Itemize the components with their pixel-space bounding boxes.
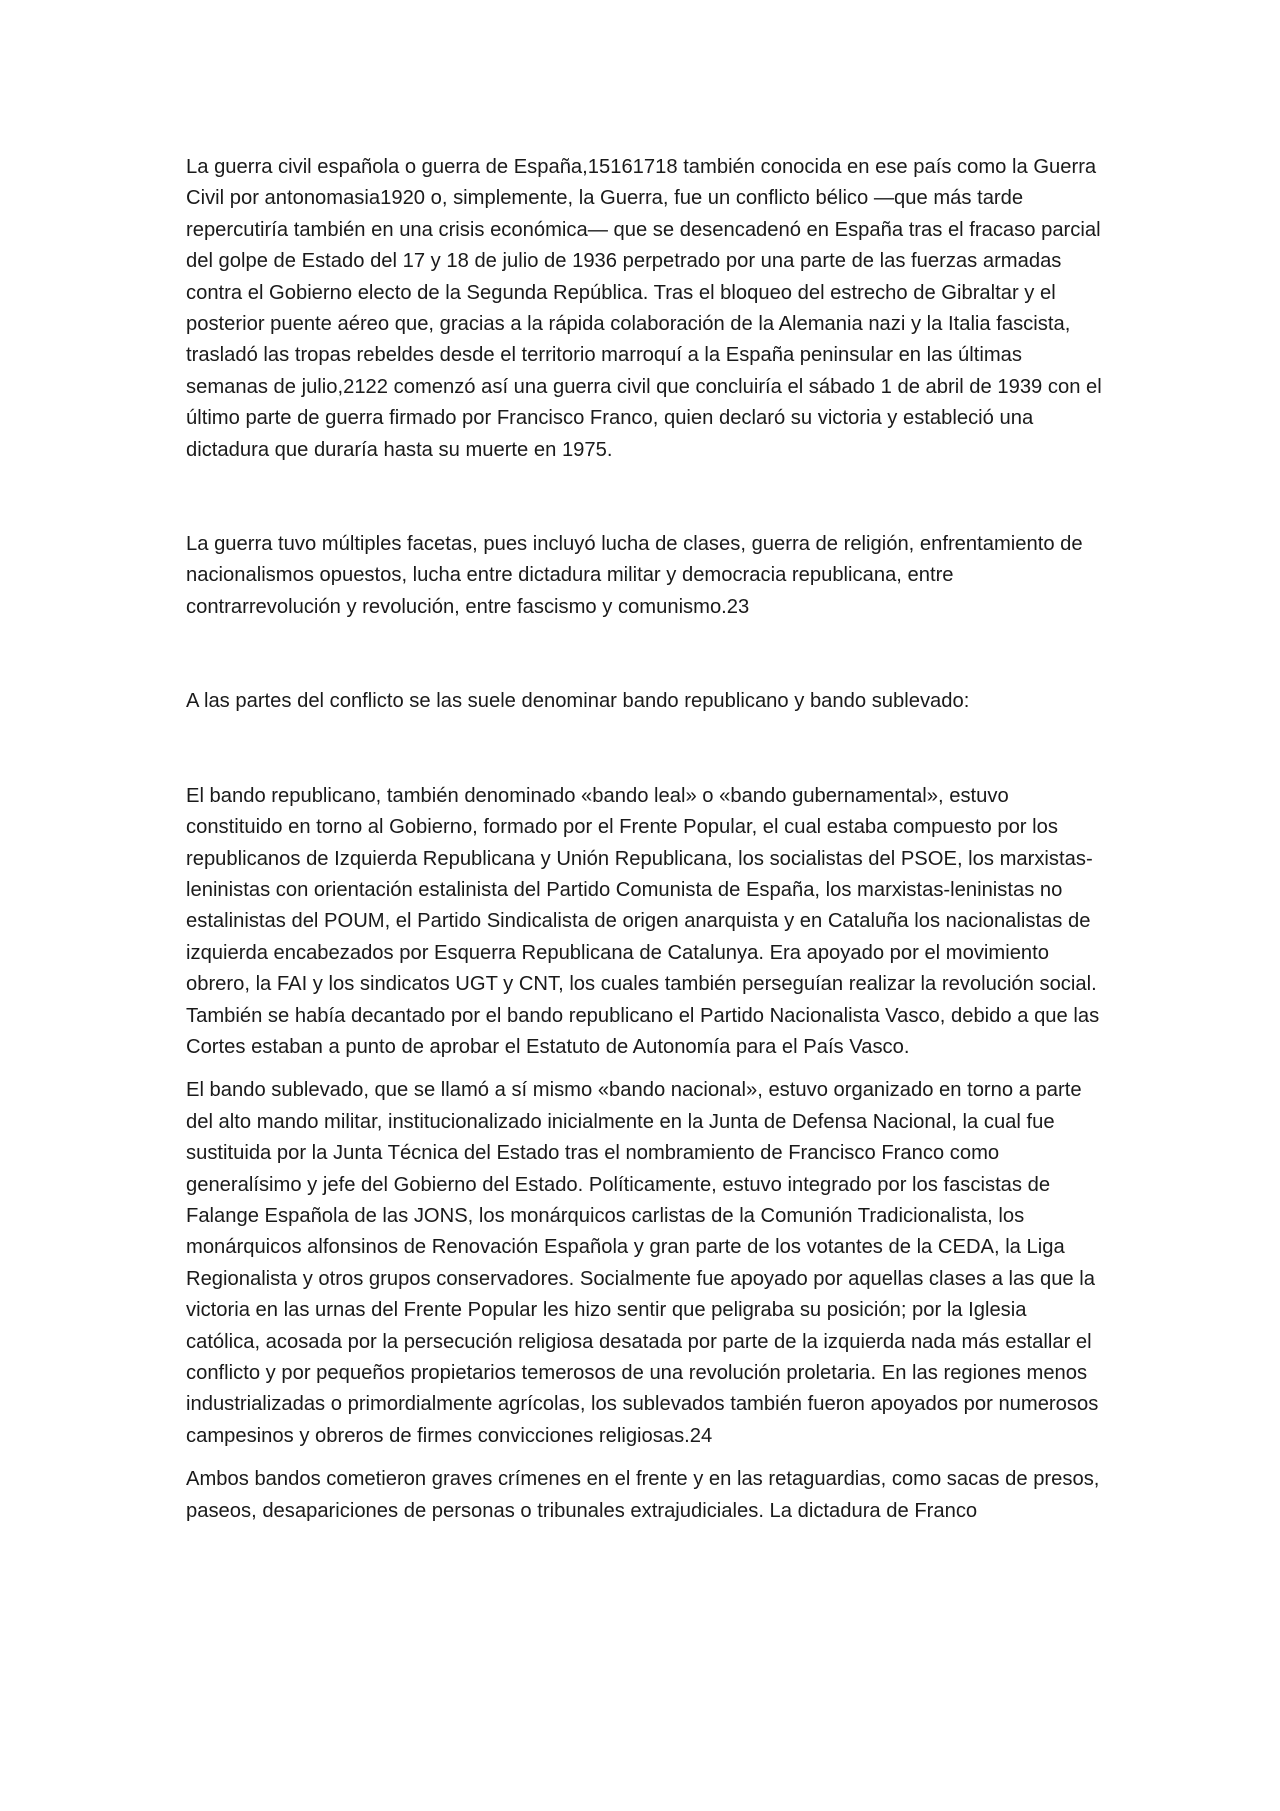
paragraph-crimes: Ambos bandos cometieron graves crímenes en el frente y en las retaguardias, como sacas de presos, paseos, desapariciones de personas o tribunales extrajudiciales. La dictadura de Franco — [186, 1468, 1100, 1522]
paragraph-republican-side: El bando republicano, también denominado «bando leal» o «bando gubernamental», estuvo constituido en torno al Gobierno, formado por el Frente Popular, el cual estaba compuesto por los republicanos de Izquierda Republicana y Unión Republicana, los socialistas del PSOE, los marxistas-leninistas con orientación estalinista del Partido Comunista de España, los marxistas-leninistas no estalinistas del POUM, el Partido Sindicalista de origen anarquista y en Cataluña los nacionalistas de izquierda encabezados por Esquerra Republicana de Catalunya. Era apoyado por el movimiento obrero, la FAI y los sindicatos UGT y CNT, los cuales también perseguían realizar la revolución social. También se había decantado por el bando republicano el Partido Nacionalista Vasco, debido a que las Cortes estaban a punto de aprobar el Estatuto de Autonomía para el País Vasco. — [186, 784, 1100, 1058]
document-body — [186, 152, 1106, 1527]
paragraph-rebel-side: El bando sublevado, que se llamó a sí mismo «bando nacional», estuvo organizado en torno a parte del alto mando militar, institucionalizado inicialmente en la Junta de Defensa Nacional, la cual fue sustituida por la Junta Técnica del Estado tras el nombramiento de Francisco Franco como generalísimo y jefe del Gobierno del Estado. Políticamente, estuvo integrado por los fascistas de Falange Española de las JONS, los monárquicos carlistas de la Comunión Tradicionalista, los monárquicos alfonsinos de Renovación Española y gran parte de los votantes de la CEDA, la Liga Regionalista y otros grupos conservadores. Socialmente fue apoyado por aquellas clases a las que la victoria en las urnas del Frente Popular les hizo sentir que peligraba su posición; por la Iglesia católica, acosada por la persecución religiosa desatada por parte de la izquierda nada más estallar el conflicto y por pequeños propietarios temerosos de una revolución proletaria. En las regiones menos industrializadas o primordialmente agrícolas, los sublevados también fueron apoyados por numerosos campesinos y obreros de firmes convicciones religiosas.24 — [186, 1079, 1099, 1447]
paragraph-facets: La guerra tuvo múltiples facetas, pues incluyó lucha de clases, guerra de religión, enfrentamiento de nacionalismos opuestos, lucha entre dictadura militar y democracia republicana, entre contrarrevolución y revolución, entre fascismo y comunismo.23 — [186, 533, 1083, 618]
paragraph-intro: La guerra civil española o guerra de España,15161718 también conocida en ese país como la Guerra Civil por antonomasia1920 o, simplemente, la Guerra, fue un conflicto bélico —que más tarde repercutiría también en una crisis económica— que se desencadenó en España tras el fracaso parcial del golpe de Estado del 17 y 18 de julio de 1936 perpetrado por una parte de las fuerzas armadas contra el Gobierno electo de la Segunda República. Tras el bloqueo del estrecho de Gibraltar y el posterior puente aéreo que, gracias a la rápida colaboración de la Alemania nazi y la Italia fascista, trasladó las tropas rebeldes desde el territorio marroquí a la España peninsular en las últimas semanas de julio,2122 comenzó así una guerra civil que concluiría el sábado 1 de abril de 1939 con el último parte de guerra firmado por Francisco Franco, quien declaró su victoria y estableció una dictadura que duraría hasta su muerte en 1975. — [186, 156, 1102, 461]
paragraph-sides: A las partes del conflicto se las suele denominar bando republicano y bando sublevado: — [186, 690, 970, 713]
